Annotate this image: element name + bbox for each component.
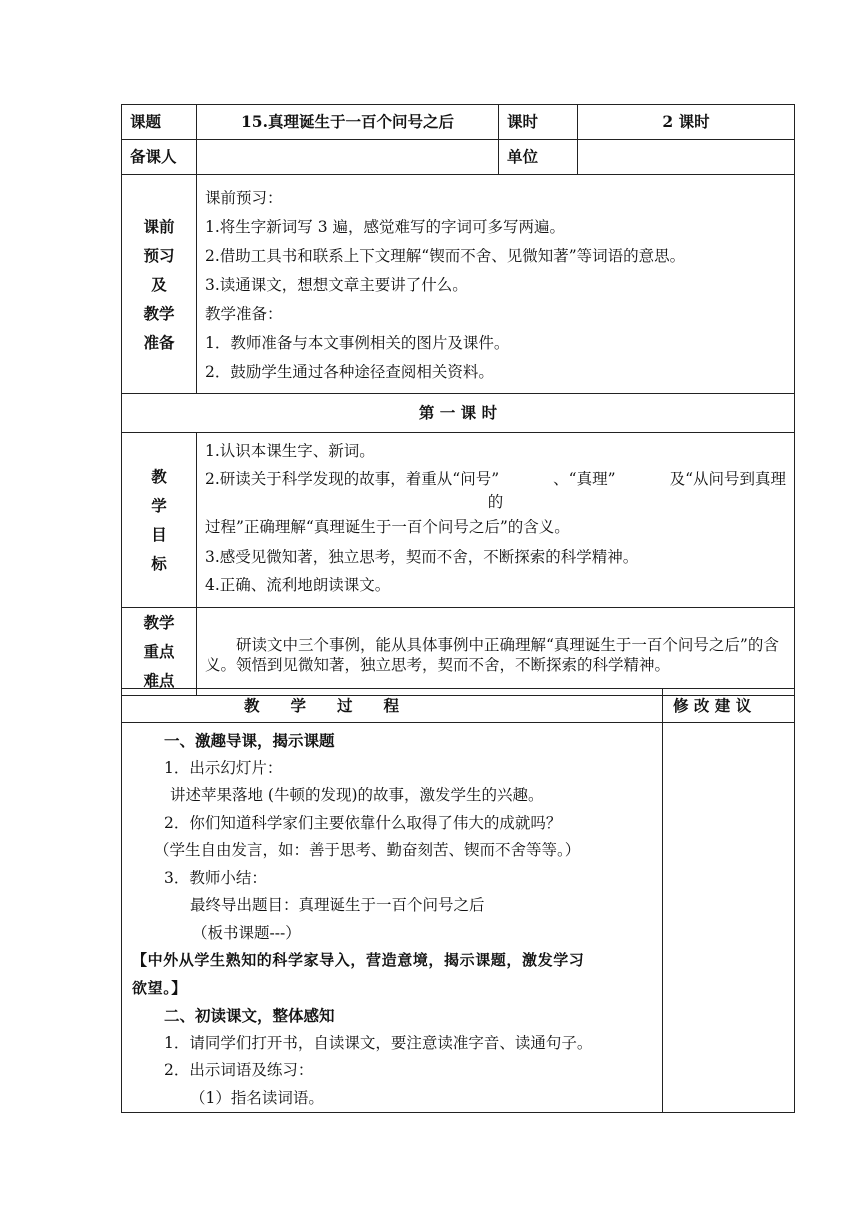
hours-value: 2 课时: [578, 105, 795, 140]
teaching-process-table: [121, 688, 795, 1113]
process-content: [122, 723, 663, 1113]
topic-label: 课题: [122, 105, 197, 140]
process-line: 3．教师小结：: [164, 868, 267, 887]
unit-label: 单位: [499, 140, 578, 175]
design-note: 【中外从学生熟知的科学家导入，营造意境，揭示课题，激发学习: [132, 951, 585, 969]
key-points-label-line: 重点: [143, 642, 175, 661]
key-points-label: [122, 608, 197, 696]
process-line: （1）指名读词语。: [190, 1088, 324, 1107]
key-points-text: 研读文中三个事例，能从具体事例中正确理解“真理诞生于一百个问号之后”的含义。领悟到见微知著，独立思考，契而不舍，不断探索的科学精神。: [197, 608, 795, 696]
prep-label-line: 教学: [143, 303, 175, 323]
process-line: 讲述苹果落地 (牛顿的发现)的故事，激发学生的兴趣。: [170, 786, 544, 804]
prep-label-line: 预习: [143, 245, 175, 265]
process-line: 2．出示词语及练习：: [164, 1061, 314, 1079]
objectives-label: [122, 433, 197, 608]
prep-label-line: 及: [151, 274, 167, 294]
prep-line: 教学准备：: [205, 305, 283, 323]
process-line: 2．你们知道科学家们主要依靠什么取得了伟大的成就吗？: [164, 813, 562, 832]
prep-label-line: 课前: [143, 216, 175, 236]
lesson-info-table: [121, 104, 795, 696]
objectives-row: [122, 433, 795, 608]
key-points-label-line: 难点: [143, 671, 175, 690]
key-points-label-line: 教学: [143, 613, 175, 632]
prep-content: [197, 175, 795, 394]
key-points-row: [122, 608, 795, 696]
objective-line: 的: [487, 493, 504, 511]
objectives-content: [197, 433, 795, 608]
hours-label: 课时: [499, 105, 578, 140]
process-line: （学生自由发言，如：善于思考、勤奋刻苦、锲而不舍等等。）: [154, 841, 581, 859]
objective-line: 1.认识本课生字、新词。: [205, 442, 375, 460]
process-header-row: [122, 689, 795, 723]
section-title: 二、初读课文，整体感知: [164, 1006, 335, 1025]
process-line: 1．出示幻灯片：: [164, 758, 283, 777]
objective-segment: 2.研读关于科学发现的故事，着重从“问号”: [205, 470, 500, 488]
preparer-label: 备课人: [122, 140, 197, 175]
design-note: 欲望。】: [132, 978, 187, 997]
section-title: 一、激趣导课，揭示课题: [164, 731, 335, 750]
objective-line: 4.正确、流利地朗读课文。: [205, 576, 391, 594]
process-line: 1．请同学们打开书，自读课文，要注意读准字音、读通句子。: [164, 1033, 593, 1052]
objective-segment: 及“从问号到真理: [669, 470, 786, 488]
process-body-row: [122, 723, 795, 1113]
lesson-title-row: [122, 394, 795, 433]
topic-value: 15.真理诞生于一百个问号之后: [197, 105, 499, 140]
process-header: 教 学 过 程: [122, 689, 663, 723]
prep-line: 课前预习：: [205, 189, 283, 207]
prep-line: 1.将生字新词写 3 遍，感觉难写的字词可多写两遍。: [205, 218, 566, 236]
prep-label-line: 准备: [143, 332, 175, 352]
objective-line: 3.感受见微知著，独立思考，契而不舍，不断探索的科学精神。: [205, 548, 639, 566]
prep-line: 2.借助工具书和联系上下文理解“锲而不舍、见微知著”等词语的意思。: [205, 247, 686, 265]
objectives-label-line: 教: [151, 467, 167, 486]
prep-label: [122, 175, 197, 394]
suggestion-column: [663, 723, 795, 1113]
lesson-title: 第 一 课 时: [122, 394, 795, 433]
preparer-value: [197, 140, 499, 175]
unit-value: [578, 140, 795, 175]
objective-segment: 、“真理”: [553, 470, 616, 488]
prep-line: 3.读通课文，想想文章主要讲了什么。: [205, 276, 468, 294]
objectives-label-line: 目: [151, 525, 167, 544]
preparer-row: [122, 140, 795, 175]
prep-line: 2．鼓励学生通过各种途径查阅相关资料。: [205, 363, 494, 381]
suggestion-header: 修 改 建 议: [663, 689, 795, 723]
objectives-label-line: 标: [151, 554, 167, 573]
prep-line: 1．教师准备与本文事例相关的图片及课件。: [205, 334, 510, 352]
objective-line: [205, 465, 786, 493]
objectives-label-line: 学: [151, 496, 167, 515]
process-line: 最终导出题目：真理诞生于一百个问号之后: [190, 896, 485, 914]
prep-row: [122, 175, 795, 394]
objective-line: 过程”正确理解“真理诞生于一百个问号之后”的含义。: [205, 518, 570, 536]
process-line: （板书课题---）: [192, 923, 301, 942]
topic-row: [122, 105, 795, 140]
